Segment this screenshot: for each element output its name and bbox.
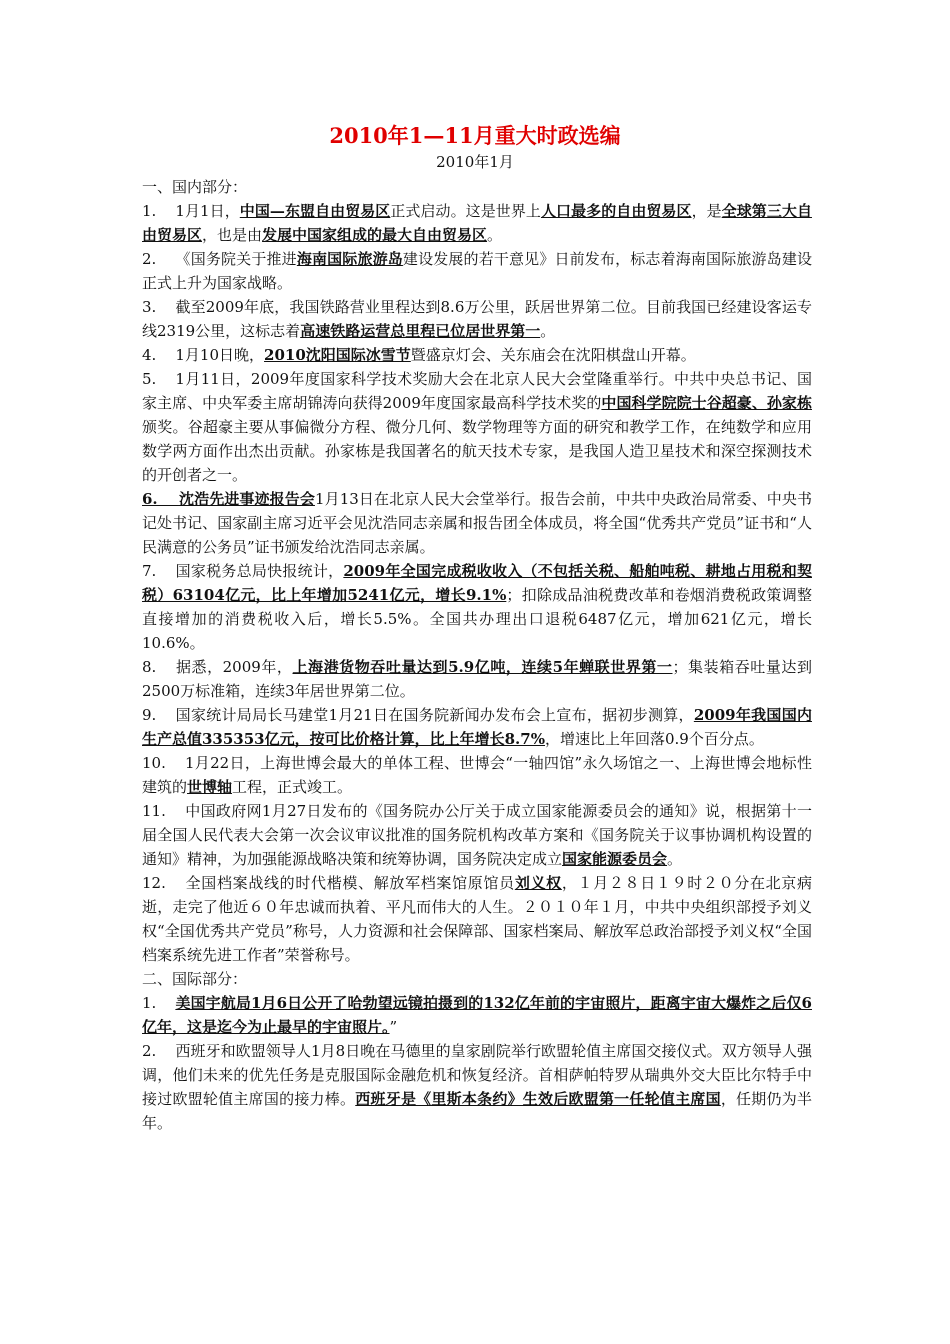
- highlighted-text: 全球第三大自由贸易区: [142, 202, 812, 244]
- item-text: 国家统计局局长马建堂1月21日在国务院新闻办发布会上宣布，据初步测算，: [175, 706, 694, 724]
- item-number: 1.: [142, 202, 176, 220]
- highlighted-text: 刘义权: [514, 874, 562, 892]
- domestic-item: [142, 487, 812, 559]
- item-text: 西班牙和欧盟领导人1月8日晚在马德里的皇家剧院举行欧盟轮值主席国交接仪式。双方领导人强调，他们未来的优先任务是克服国际金融危机和恢复经济。首相萨帕特罗从瑞典外交大臣比尔特手中接过欧盟轮值主席国的接力棒。: [142, 1042, 812, 1108]
- section-heading-international: 二、国际部分：: [142, 970, 248, 988]
- item-text: 据悉，2009年，: [175, 658, 293, 676]
- highlighted-text: 国家能源委员会: [562, 850, 668, 868]
- item-number: 2.: [142, 250, 176, 268]
- item-text: ，任期仍为半年。: [142, 1090, 812, 1132]
- highlighted-text: 中国—东盟自由贸易区: [239, 202, 391, 220]
- item-text: ，１月２８日１９时２０分在北京病逝，走完了他近６０年忠诚而执着、平凡而伟大的人生。２０１０年１月，中共中央组织部授予刘义权“全国优秀共产党员”称号，人力资源和社会保障部、国家档案局、解放军总政治部授予刘义权“全国档案系统先进工作者”荣誉称号。: [142, 874, 812, 964]
- item-text: 1月1日，: [175, 202, 240, 220]
- domestic-item: [142, 871, 812, 967]
- item-text: ，是: [691, 202, 722, 220]
- item-text: 建设发展的若干意见》日前发布，标志着海南国际旅游岛建设正式上升为国家战略。: [142, 250, 812, 292]
- highlighted-text: 人口最多的自由贸易区: [540, 202, 692, 220]
- international-item-list: [142, 991, 812, 1135]
- item-number: 5.: [142, 370, 176, 388]
- item-text: 中国政府网1月27日发布的《国务院办公厅关于成立国家能源委员会的通知》说，根据第十一届全国人民代表大会第一次会议审议批准的国务院机构改革方案和《国务院关于议事协调机构设置的通知》精神，为加强能源战略决策和统筹协调，国务院决定成立: [142, 802, 812, 868]
- item-text: 全国档案战线的时代楷模、解放军档案馆原馆员: [184, 874, 515, 892]
- item-text: ；集装箱吞吐量达到2500万标准箱，连续3年居世界第二位。: [142, 658, 812, 700]
- domestic-item: [142, 703, 812, 751]
- item-text: ”: [389, 1018, 398, 1036]
- highlighted-text: 中国科学院院士谷超豪、孙家栋: [601, 394, 812, 412]
- item-text: 《国务院关于推进: [175, 250, 297, 268]
- domestic-item: [142, 559, 812, 655]
- domestic-item: [142, 343, 812, 367]
- domestic-item: [142, 247, 812, 295]
- item-text: ，增速比上年回落0.9个百分点。: [544, 730, 764, 748]
- item-text: 截至2009年底，我国铁路营业里程达到8.6万公里，跃居世界第二位。目前我国已经建设客运专线2319公里，这标志着: [142, 298, 812, 340]
- domestic-item: [142, 367, 812, 487]
- item-number: 12.: [142, 874, 185, 892]
- item-text: 。: [667, 850, 683, 868]
- item-text: 。: [540, 322, 556, 340]
- section-heading-domestic: 一、国内部分：: [142, 178, 248, 196]
- item-text: 正式启动。这是世界上: [390, 202, 541, 220]
- item-number: 2.: [142, 1042, 176, 1060]
- item-text: 暨盛京灯会、关东庙会在沈阳棋盘山开幕。: [410, 346, 696, 364]
- domestic-item: [142, 199, 812, 247]
- item-text: 1月22日，上海世博会最大的单体工程、世博会“一轴四馆”永久场馆之一、上海世博会地标性建筑的: [142, 754, 812, 796]
- item-text: 1月13日在北京人民大会堂举行。报告会前，中共中央政治局常委、中央书记处书记、国家副主席习近平会见沈浩同志亲属和报告团全体成员，将全国“优秀共产党员”证书和“人民满意的公务员”证书颁发给沈浩同志亲属。: [142, 490, 812, 556]
- item-text: ；扣除成品油税费改革和卷烟消费税政策调整直接增加的消费税收入后，增长5.5%。全国共办理出口退税6487亿元，增加621亿元，增长10.6%。: [142, 586, 812, 652]
- highlighted-text: 2010沈阳国际冰雪节: [264, 346, 411, 364]
- item-number: 4.: [142, 346, 176, 364]
- item-text: 1月10日晚，: [175, 346, 265, 364]
- highlighted-text: 美国宇航局1月6日公开了哈勃望远镜拍摄到的132亿年前的宇宙照片，距离宇宙大爆炸之后仅6亿年，这是迄今为止最早的宇宙照片。: [142, 994, 812, 1036]
- item-number: 1.: [142, 994, 176, 1012]
- item-number: 8.: [142, 658, 176, 676]
- item-text: 国家税务总局快报统计，: [175, 562, 344, 580]
- domestic-item: [142, 295, 812, 343]
- highlighted-text: 海南国际旅游岛: [296, 250, 403, 268]
- item-text: ，也是由: [202, 226, 263, 244]
- highlighted-text: 发展中国家组成的最大自由贸易区: [262, 226, 488, 244]
- document-subtitle: 2010年1月: [436, 153, 514, 171]
- document-body: [142, 175, 812, 1135]
- highlighted-text: 西班牙是《里斯本条约》生效后欧盟第一任轮值主席国: [355, 1090, 721, 1108]
- item-text: 。: [487, 226, 503, 244]
- highlighted-text: 世博轴: [187, 778, 233, 796]
- item-number: 11.: [142, 802, 185, 820]
- highlighted-text: 沈浩先进事迹报告会: [178, 490, 315, 508]
- item-text: 1月11日，2009年度国家科学技术奖励大会在北京人民大会堂隆重举行。中共中央总书记、国家主席、中央军委主席胡锦涛向获得2009年度国家最高科学技术奖的: [142, 370, 812, 412]
- domestic-item: [142, 655, 812, 703]
- item-number: 9.: [142, 706, 176, 724]
- domestic-item-list: [142, 199, 812, 967]
- item-number: 6.: [142, 490, 179, 508]
- highlighted-text: 2009年我国国内生产总值335353亿元，按可比价格计算，比上年增长8.7%: [142, 706, 812, 748]
- highlighted-text: 上海港货物吞吐量达到5.9亿吨，连续5年蝉联世界第一: [292, 658, 673, 676]
- domestic-item: [142, 799, 812, 871]
- international-item: [142, 991, 812, 1039]
- international-item: [142, 1039, 812, 1135]
- highlighted-text: 高速铁路运营总里程已位居世界第一: [300, 322, 541, 340]
- highlighted-text: 2009年全国完成税收收入（不包括关税、船舶吨税、耕地占用税和契税）63104亿元，比上年增加5241亿元，增长9.1%: [142, 562, 812, 604]
- item-text: 工程，正式竣工。: [232, 778, 353, 796]
- item-number: 3.: [142, 298, 176, 316]
- item-number: 10.: [142, 754, 185, 772]
- item-text: 颁奖。谷超豪主要从事偏微分方程、微分几何、数学物理等方面的研究和教学工作，在纯数学和应用数学两方面作出杰出贡献。孙家栋是我国著名的航天技术专家，是我国人造卫星技术和深空探测技术的开创者之一。: [142, 418, 812, 484]
- domestic-item: [142, 751, 812, 799]
- item-number: 7.: [142, 562, 176, 580]
- document-title: 2010年1—11月重大时政选编: [329, 123, 621, 148]
